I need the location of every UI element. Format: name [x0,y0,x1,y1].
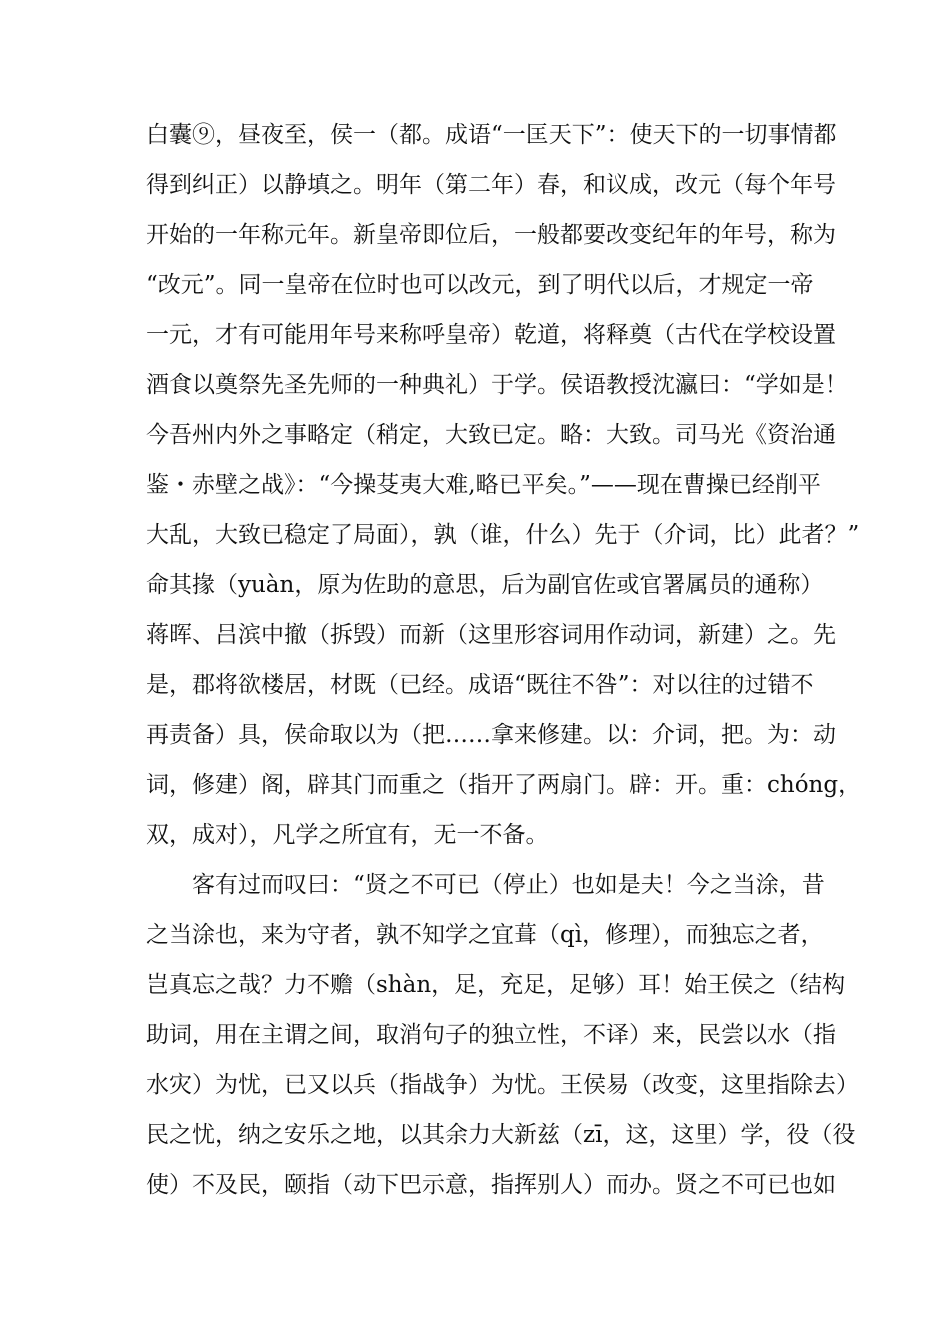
text-line: 大乱，大致已稳定了局面），孰（谁，什么）先于（介词，比）此者？” [146,522,860,548]
text-line: 再责备）具，侯命取以为（把……拿来修建。以：介词，把。为：动 [146,722,836,748]
text-line: 一元，才有可能用年号来称呼皇帝）乾道，将释奠（古代在学校设置 [146,322,836,348]
text-line: 水灾）为忧，已又以兵（指战争）为忧。王侯易（改变，这里指除去） [146,1072,859,1098]
text-line: 蒋晖、吕滨中撤（拆毁）而新（这里形容词用作动词，新建）之。先 [146,622,836,648]
text-line: 今吾州内外之事略定（稍定，大致已定。略：大致。司马光《资治通 [146,422,836,448]
text-line: 命其掾（yuàn，原为佐助的意思，后为副官佐或官署属员的通称） [146,572,824,598]
text-line: 使）不及民，颐指（动下巴示意，指挥别人）而办。贤之不可已也如 [146,1172,836,1198]
text-line: 开始的一年称元年。新皇帝即位后，一般都要改变纪年的年号，称为 [146,222,836,248]
text-line: 是，郡将欲楼居，材既（已经。成语“既往不咎”：对以往的过错不 [146,672,814,698]
text-line: 之当涂也，来为守者，孰不知学之宜葺（qì，修理），而独忘之者， [146,922,824,948]
text-line: 酒食以奠祭先圣先师的一种典礼）于学。侯语教授沈瀛曰：“学如是！ [146,372,848,398]
text-line: 助词，用在主谓之间，取消句子的独立性，不译）来，民尝以水（指 [146,1022,836,1048]
text-line: “改元”。同一皇帝在位时也可以改元，到了明代以后，才规定一帝 [146,272,814,298]
text-line: 双，成对），凡学之所宜有，无一不备。 [146,822,549,848]
text-line: 白囊⑨，昼夜至，侯一（都。成语“一匡天下”：使天下的一切事情都 [146,122,837,148]
text-line: 民之忧，纳之安乐之地，以其余力大新兹（zī，这，这里）学，役（役 [146,1122,856,1148]
text-line: 词，修建）阁，辟其门而重之（指开了两扇门。辟：开。重：chóng， [146,772,862,798]
text-line: 鉴・赤壁之战》：“今操芟夷大难,略已平矣。”——现在曹操已经削平 [146,472,821,498]
text-line: 得到纠正）以静填之。明年（第二年）春，和议成，改元（每个年号 [146,172,836,198]
paragraph-first-line: 客有过而叹曰：“贤之不可已（停止）也如是夫！今之当涂，昔 [192,872,825,898]
text-line: 岂真忘之哉？力不赡（shàn，足，充足，足够）耳！始王侯之（结构 [146,972,846,998]
